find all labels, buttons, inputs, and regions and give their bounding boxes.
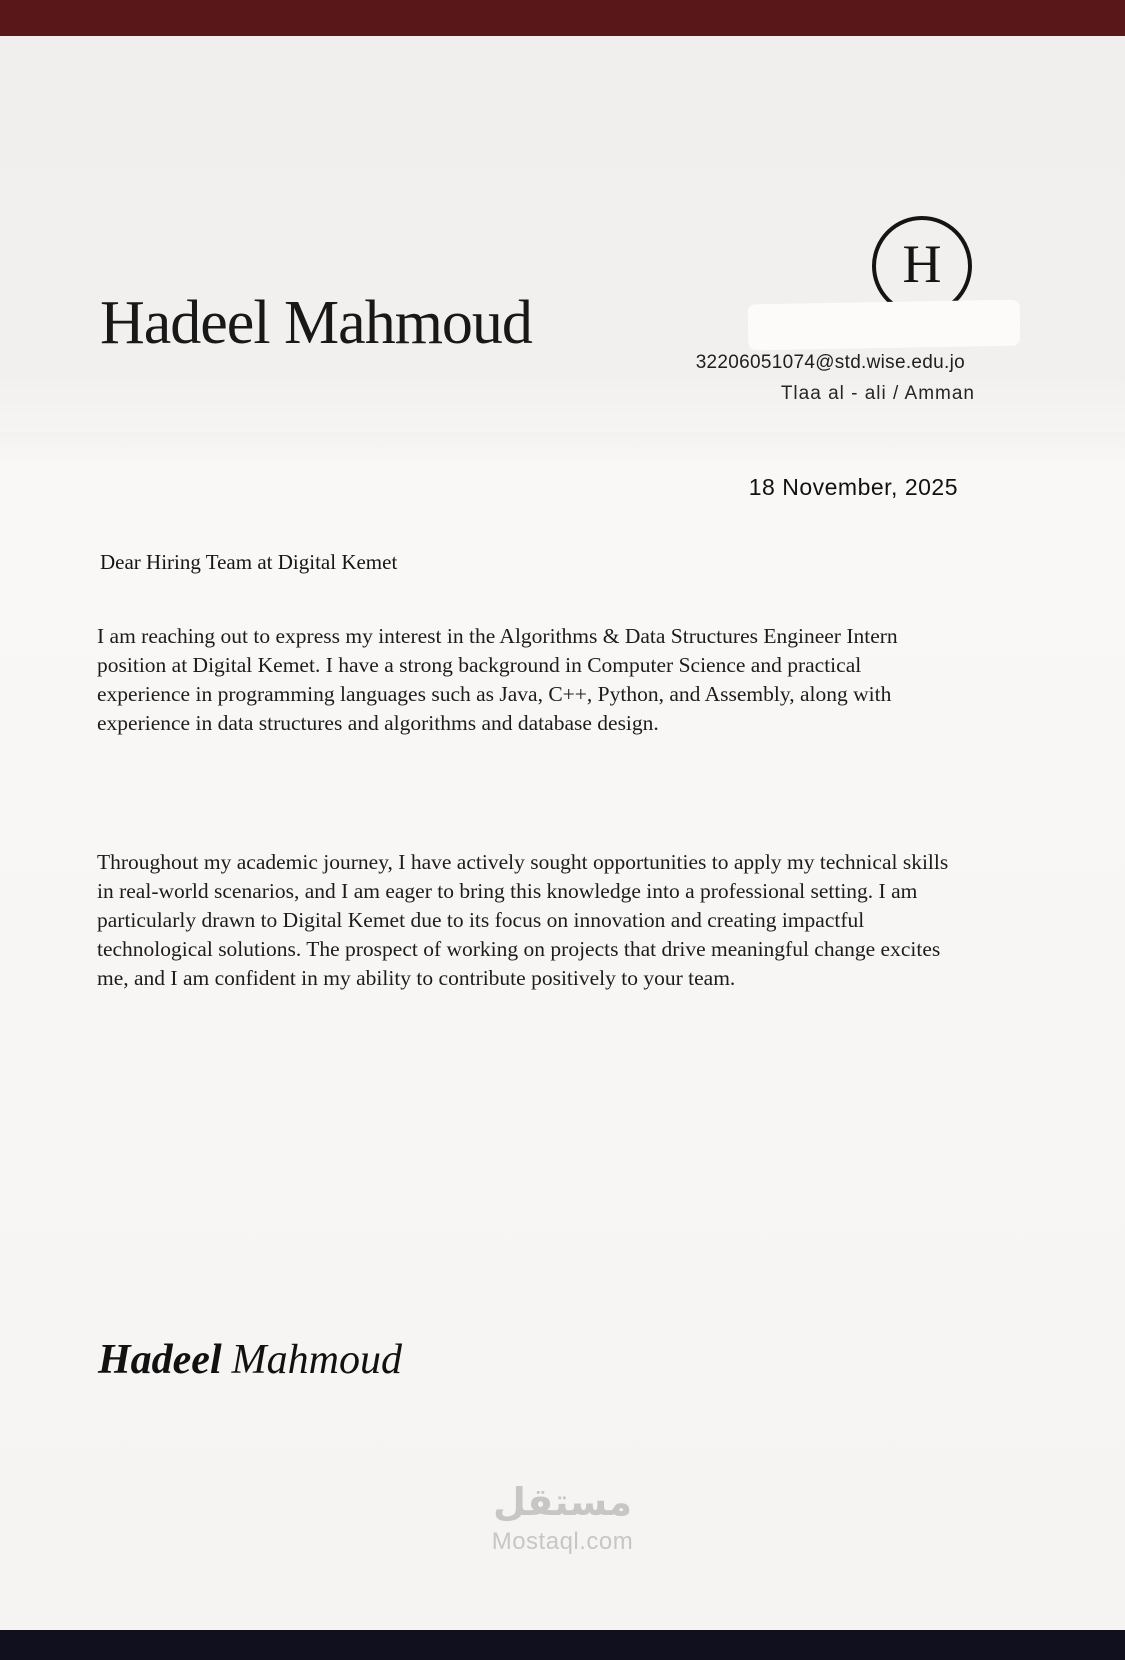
- watermark: [0, 1482, 1125, 1556]
- signature-first-name: Hadeel: [98, 1337, 222, 1383]
- sender-name: Hadeel Mahmoud: [100, 289, 532, 357]
- monogram-letter: H: [902, 234, 942, 294]
- contact-block: [695, 352, 975, 405]
- email-text: 32206051074@std.wise.edu.jo: [695, 352, 965, 373]
- body-paragraph-1: I am reaching out to express my interest in the Algorithms & Data Structures Engineer Intern position at Digital Kemet. I have a strong background in Computer Science and practical experience in programming languages such as Java, C++, Python, and Assembly, along with experience in data structures and algorithms and database design.: [97, 623, 898, 735]
- body-paragraph-2: Throughout my academic journey, I have actively sought opportunities to apply my technical skills in real-world scenarios, and I am eager to bring this knowledge into a professional setting. I am particularly drawn to Digital Kemet due to its focus on innovation and creating impactful technological solutions. The prospect of working on projects that drive meaningful change excites me, and I am confident in my ability to contribute positively to your team.: [97, 849, 949, 990]
- date-text: 18 November, 2025: [748, 474, 958, 500]
- whiteout-patch: [748, 300, 1021, 351]
- top-bar: [0, 0, 1125, 36]
- bottom-bar: [0, 1630, 1125, 1660]
- salutation: Dear Hiring Team at Digital Kemet: [100, 550, 398, 574]
- address-text: Tlaa al - ali / Amman: [780, 383, 975, 404]
- watermark-arabic-text: مستقل: [493, 1480, 632, 1524]
- signature-last-name: Mahmoud: [231, 1337, 402, 1383]
- signature: [98, 1336, 402, 1384]
- watermark-url-text: Mostaql.com: [491, 1527, 634, 1555]
